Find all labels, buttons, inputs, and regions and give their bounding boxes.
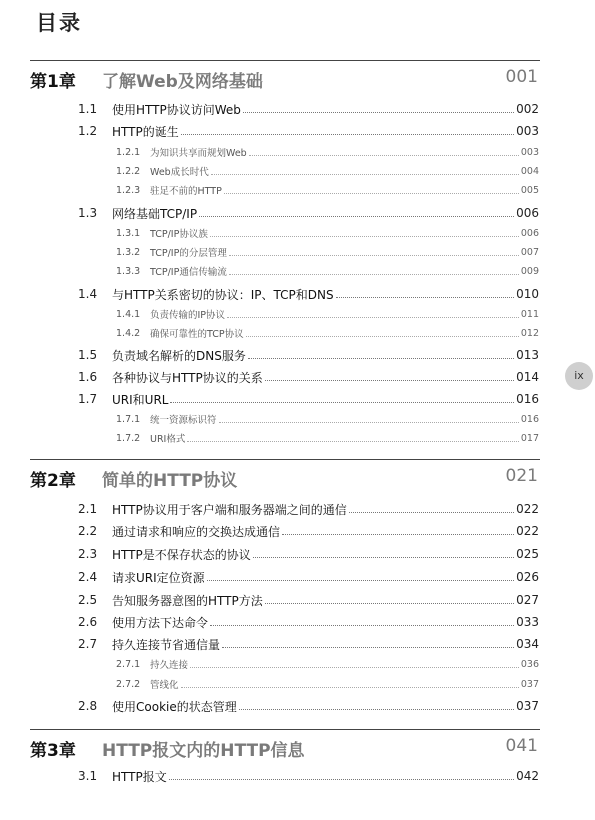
- subsection-title: 持久连接: [150, 660, 189, 671]
- toc-section-entry[interactable]: [0, 285, 595, 303]
- toc-section-entry[interactable]: [0, 204, 595, 222]
- dot-leader: [169, 779, 514, 780]
- subsection-title: URI格式: [150, 434, 186, 445]
- section-title: URI和URL: [112, 392, 169, 407]
- toc-section-entry[interactable]: [0, 390, 595, 408]
- dot-leader: [207, 580, 514, 581]
- toc-section-entry[interactable]: [0, 568, 595, 586]
- dot-leader: [336, 297, 515, 298]
- subsection-title: 为知识共享而规划Web: [150, 148, 247, 159]
- dot-leader: [249, 155, 519, 156]
- section-number: 1.7: [78, 392, 98, 406]
- chapter-heading[interactable]: [30, 60, 540, 91]
- subsection-title: 负责传输的IP协议: [150, 310, 226, 321]
- page-number: 036: [520, 658, 539, 670]
- page-number: 003: [520, 146, 539, 158]
- subsection-number: 1.7.2: [116, 432, 141, 444]
- toc-subsection-entry[interactable]: [0, 244, 595, 260]
- section-number: 3.1: [78, 769, 98, 783]
- dot-leader: [239, 709, 514, 710]
- dot-leader: [181, 134, 514, 135]
- chapter-label: 第2章: [30, 471, 76, 491]
- toc-section-entry[interactable]: [0, 613, 595, 631]
- subsection-number: 2.7.1: [116, 658, 141, 670]
- chapter-page: 001: [505, 67, 538, 87]
- subsection-number: 1.4.1: [116, 308, 141, 320]
- section-title: 使用HTTP协议访问Web: [112, 102, 241, 117]
- section-title: 使用Cookie的状态管理: [112, 699, 237, 714]
- page-number: 022: [516, 502, 539, 516]
- dot-leader: [222, 647, 514, 648]
- toc-section-entry[interactable]: [0, 100, 595, 118]
- page-number: 009: [520, 265, 539, 277]
- section-number: 1.3: [78, 206, 98, 220]
- section-title: 使用方法下达命令: [112, 615, 209, 630]
- subsection-number: 1.7.1: [116, 413, 141, 425]
- subsection-number: 1.2.1: [116, 146, 141, 158]
- section-number: 2.2: [78, 524, 98, 538]
- section-title: 负责域名解析的DNS服务: [112, 348, 246, 363]
- dot-leader: [210, 625, 514, 626]
- section-title: 请求URI定位资源: [112, 570, 205, 585]
- chapter-heading[interactable]: [30, 459, 540, 490]
- toc-subsection-entry[interactable]: [0, 263, 595, 279]
- dot-leader: [181, 687, 519, 688]
- subsection-number: 1.2.3: [116, 184, 141, 196]
- page-number: 025: [516, 547, 539, 561]
- page-number: 010: [516, 287, 539, 301]
- subsection-title: TCP/IP的分层管理: [150, 248, 227, 259]
- section-title: HTTP的诞生: [112, 124, 179, 139]
- page-number: 016: [516, 392, 539, 406]
- dot-leader: [229, 274, 519, 275]
- section-title: HTTP报文: [112, 769, 167, 784]
- page-number: 037: [520, 678, 539, 690]
- page-number-badge: ix: [565, 362, 593, 390]
- dot-leader: [265, 603, 514, 604]
- dot-leader: [229, 255, 519, 256]
- dot-leader: [190, 667, 519, 668]
- chapter-title: 了解Web及网络基础: [102, 72, 263, 92]
- chapter-page: 041: [505, 736, 538, 756]
- dot-leader: [349, 512, 514, 513]
- section-number: 1.4: [78, 287, 98, 301]
- section-number: 1.1: [78, 102, 98, 116]
- page-number: 004: [520, 165, 539, 177]
- subsection-title: 统一资源标识符: [150, 415, 217, 426]
- page-title: 目录: [36, 11, 82, 35]
- dot-leader: [282, 534, 514, 535]
- page-number: 006: [520, 227, 539, 239]
- toc-subsection-entry[interactable]: [0, 430, 595, 446]
- toc-section-entry[interactable]: [0, 346, 595, 364]
- section-title: 告知服务器意图的HTTP方法: [112, 593, 263, 608]
- page-number: 013: [516, 348, 539, 362]
- toc-subsection-entry[interactable]: [0, 656, 595, 672]
- toc-subsection-entry[interactable]: [0, 411, 595, 427]
- toc-section-entry[interactable]: [0, 545, 595, 563]
- toc-section-entry[interactable]: [0, 697, 595, 715]
- section-number: 1.6: [78, 370, 98, 384]
- page-number: 002: [516, 102, 539, 116]
- chapter-label: 第3章: [30, 741, 76, 761]
- dot-leader: [243, 112, 514, 113]
- dot-leader: [211, 174, 519, 175]
- toc-subsection-entry[interactable]: [0, 325, 595, 341]
- section-number: 2.5: [78, 593, 98, 607]
- toc-section-entry[interactable]: [0, 767, 595, 785]
- subsection-number: 1.3.2: [116, 246, 141, 258]
- section-title: 与HTTP关系密切的协议：IP、TCP和DNS: [112, 287, 334, 302]
- dot-leader: [227, 317, 519, 318]
- dot-leader: [187, 441, 519, 442]
- subsection-number: 1.3.1: [116, 227, 141, 239]
- toc-subsection-entry[interactable]: [0, 225, 595, 241]
- section-number: 2.3: [78, 547, 98, 561]
- dot-leader: [265, 380, 514, 381]
- page-number: 005: [520, 184, 539, 196]
- chapter-page: 021: [505, 466, 538, 486]
- page-number: 014: [516, 370, 539, 384]
- subsection-title: 驻足不前的HTTP: [150, 186, 222, 197]
- toc-subsection-entry[interactable]: [0, 676, 595, 692]
- toc-subsection-entry[interactable]: [0, 182, 595, 198]
- toc-section-entry[interactable]: [0, 635, 595, 653]
- page-number: 042: [516, 769, 539, 783]
- chapter-label: 第1章: [30, 72, 76, 92]
- dot-leader: [246, 336, 519, 337]
- page-number: 007: [520, 246, 539, 258]
- toc-subsection-entry[interactable]: [0, 163, 595, 179]
- page-number: 011: [520, 308, 539, 320]
- dot-leader: [224, 193, 519, 194]
- subsection-title: TCP/IP通信传输流: [150, 267, 227, 278]
- toc-subsection-entry[interactable]: [0, 306, 595, 322]
- dot-leader: [199, 216, 514, 217]
- toc-subsection-entry[interactable]: [0, 144, 595, 160]
- page-number: 003: [516, 124, 539, 138]
- dot-leader: [219, 422, 519, 423]
- page-number: 022: [516, 524, 539, 538]
- toc-section-entry[interactable]: [0, 500, 595, 518]
- subsection-number: 1.4.2: [116, 327, 141, 339]
- page-number: 027: [516, 593, 539, 607]
- subsection-number: 1.3.3: [116, 265, 141, 277]
- subsection-title: TCP/IP协议族: [150, 229, 208, 240]
- section-number: 2.7: [78, 637, 98, 651]
- dot-leader: [248, 358, 514, 359]
- section-title: 网络基础TCP/IP: [112, 206, 198, 221]
- subsection-number: 2.7.2: [116, 678, 141, 690]
- page-number: 017: [520, 432, 539, 444]
- subsection-title: 确保可靠性的TCP协议: [150, 329, 244, 340]
- toc-section-entry[interactable]: [0, 122, 595, 140]
- page-number: 033: [516, 615, 539, 629]
- section-number: 1.2: [78, 124, 98, 138]
- section-number: 2.6: [78, 615, 98, 629]
- page-number: 012: [520, 327, 539, 339]
- dot-leader: [253, 557, 514, 558]
- section-title: 持久连接节省通信量: [112, 637, 221, 652]
- section-number: 2.8: [78, 699, 98, 713]
- section-title: HTTP协议用于客户端和服务器端之间的通信: [112, 502, 347, 517]
- section-number: 1.5: [78, 348, 98, 362]
- page-number: 016: [520, 413, 539, 425]
- dot-leader: [210, 236, 519, 237]
- toc-section-entry[interactable]: [0, 368, 595, 386]
- subsection-title: 管线化: [150, 680, 179, 691]
- page-number: 026: [516, 570, 539, 584]
- toc-section-entry[interactable]: [0, 522, 595, 540]
- subsection-title: Web成长时代: [150, 167, 209, 178]
- section-title: 通过请求和响应的交换达成通信: [112, 524, 281, 539]
- chapter-title: 简单的HTTP协议: [102, 471, 238, 491]
- section-title: HTTP是不保存状态的协议: [112, 547, 251, 562]
- page-number: 006: [516, 206, 539, 220]
- page-number: 037: [516, 699, 539, 713]
- section-number: 2.4: [78, 570, 98, 584]
- page-number: 034: [516, 637, 539, 651]
- chapter-heading[interactable]: [30, 729, 540, 760]
- subsection-number: 1.2.2: [116, 165, 141, 177]
- section-number: 2.1: [78, 502, 98, 516]
- dot-leader: [170, 402, 514, 403]
- toc-section-entry[interactable]: [0, 591, 595, 609]
- chapter-title: HTTP报文内的HTTP信息: [102, 741, 305, 761]
- section-title: 各种协议与HTTP协议的关系: [112, 370, 263, 385]
